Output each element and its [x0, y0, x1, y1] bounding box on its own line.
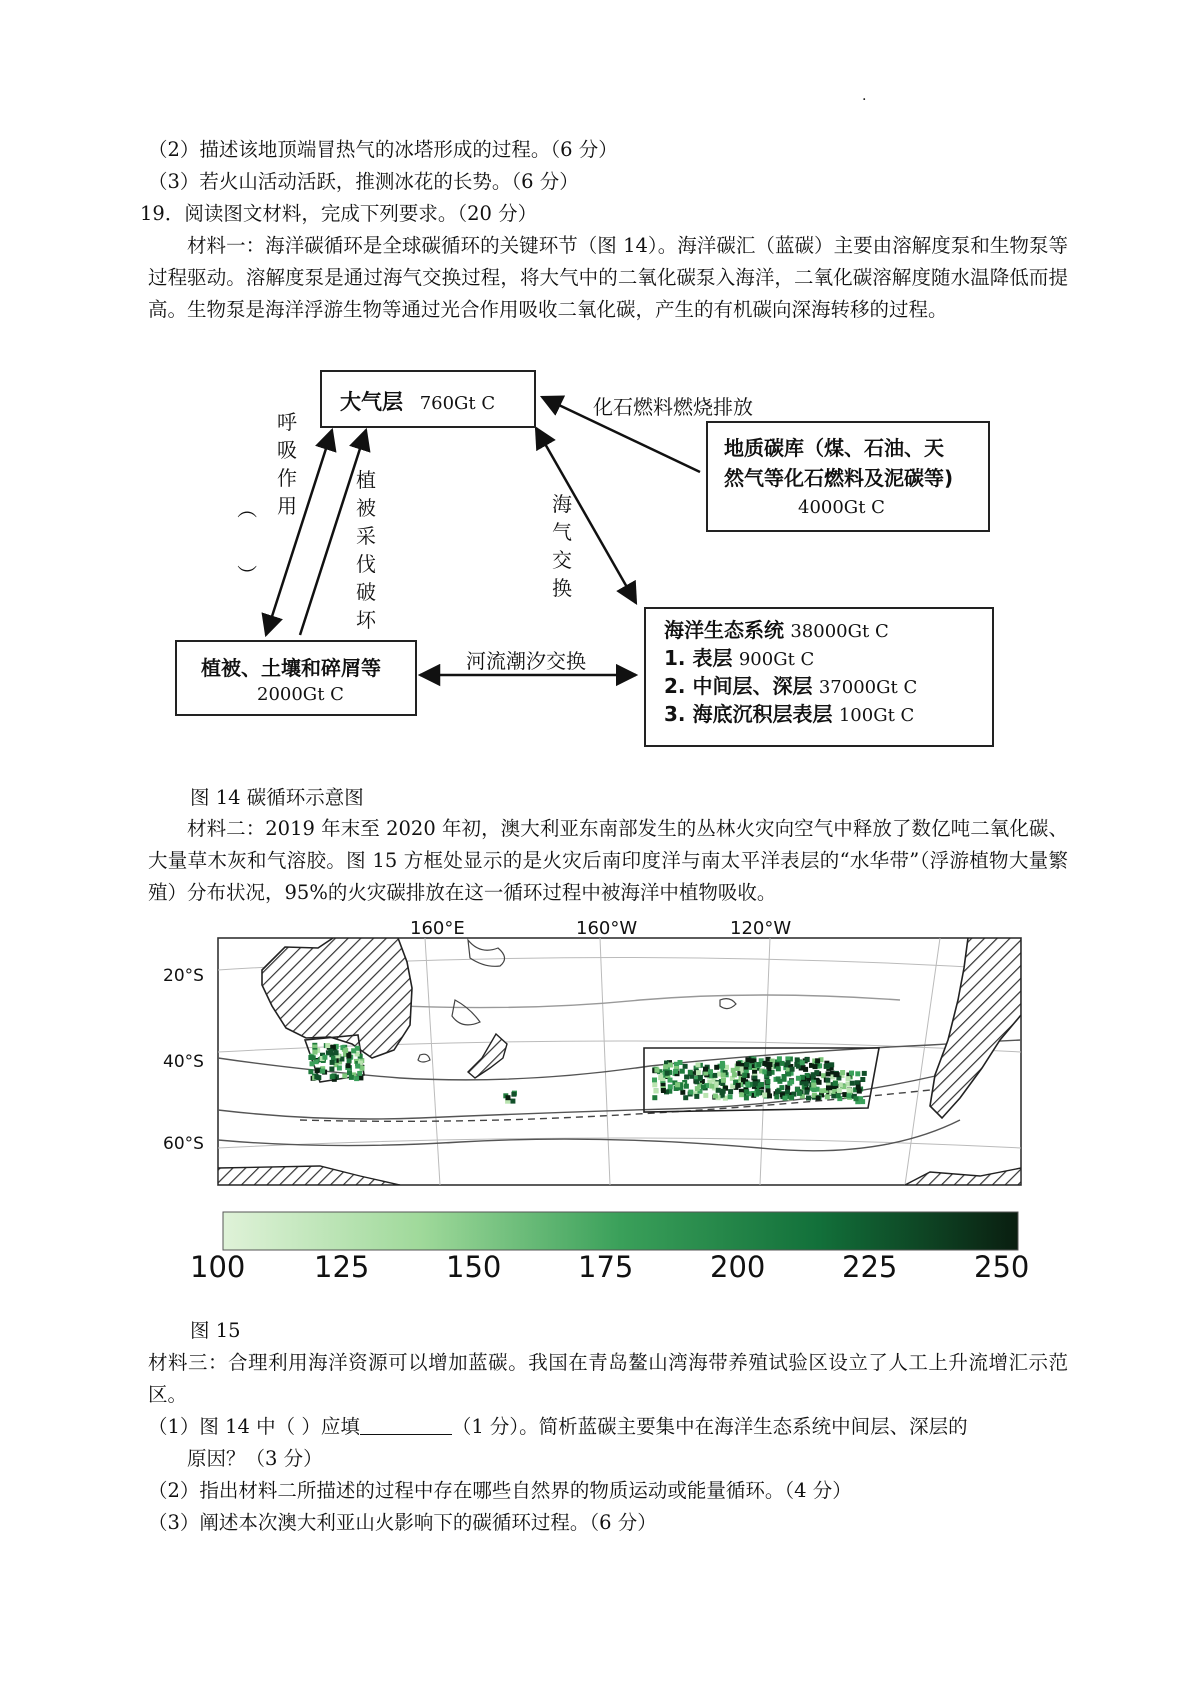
bloom-cell [330, 1074, 335, 1079]
colorbar-tick: 225 [842, 1250, 898, 1284]
bloom-cell [684, 1075, 689, 1080]
geologic-line2: 然气等化石燃料及泥碳等) [724, 466, 954, 490]
lon-label: 160°W [576, 918, 638, 939]
bloom-cell [732, 1072, 737, 1077]
bloom-cell [334, 1050, 339, 1055]
bloom-cell [329, 1067, 334, 1072]
bloom-cell [767, 1071, 772, 1076]
bloom-cell [753, 1081, 758, 1086]
bloom-cell [326, 1050, 331, 1055]
bloom-cell [776, 1066, 781, 1071]
bloom-cell [796, 1076, 801, 1081]
bloom-cell [836, 1093, 841, 1098]
bloom-cell [804, 1090, 809, 1095]
bloom-cell [806, 1096, 811, 1101]
atmosphere-name: 大气层 [340, 390, 403, 414]
geologic-value: 4000Gt C [798, 497, 885, 518]
bloom-cell [721, 1089, 726, 1094]
bloom-cell [821, 1073, 826, 1078]
bloom-cell [838, 1082, 843, 1087]
ocean-name: 海洋生态系统 [664, 618, 784, 642]
question-18-2: （2）描述该地顶端冒热气的冰塔形成的过程。（6 分） [148, 138, 618, 161]
bloom-cell [665, 1071, 670, 1076]
bloom-cell [714, 1081, 719, 1086]
bloom-cell [786, 1072, 791, 1077]
vegetation-name: 植被、土壤和碎屑等 [201, 656, 381, 680]
bloom-cell [745, 1082, 750, 1087]
question-19-1: （1）图 14 中（ ）应填 （1 分）。简析蓝碳主要集中在海洋生态系统中间层、深层的 [148, 1415, 968, 1438]
bloom-cell [856, 1085, 861, 1090]
colorbar [223, 1212, 1018, 1250]
bloom-cell [713, 1094, 718, 1099]
material-1: 材料一：海洋碳循环是全球碳循环的关键环节（图 14）。海洋碳汇（蓝碳）主要由溶解度泵和生物泵等过程驱动。溶解度泵是通过海气交换过程，将大气中的二氧化碳泵入海洋，二氧化碳溶解度随水温降低而提高。生物泵是海洋浮游生物等通过光合作用吸收二氧化碳，产生的有机碳向深海转移的过程。 [148, 234, 1068, 321]
bloom-cell [675, 1082, 680, 1087]
bloom-cell [825, 1078, 830, 1083]
question-18-3: （3）若火山活动活跃，推测冰花的长势。（6 分） [148, 170, 579, 193]
bloom-cell [322, 1055, 327, 1060]
bloom-cell [714, 1065, 719, 1070]
bloom-cell [331, 1056, 336, 1061]
bloom-cell [763, 1061, 768, 1066]
bloom-cell [744, 1095, 749, 1100]
bloom-cell [815, 1058, 820, 1063]
bloom-cell [330, 1060, 335, 1065]
river-label: 河流潮汐交换 [466, 649, 586, 673]
bloom-cell [789, 1079, 794, 1084]
bloom-cell [850, 1081, 855, 1086]
bloom-cell [654, 1068, 659, 1073]
bloom-cell [701, 1084, 706, 1089]
bloom-cell [789, 1095, 794, 1100]
lat-label: 20°S [163, 966, 204, 986]
bloom-cell [825, 1063, 830, 1068]
bloom-cell [790, 1067, 795, 1072]
bloom-cell [862, 1071, 867, 1076]
sea-air-label: 海 气 交 换 [552, 492, 572, 600]
bloom-cell [858, 1096, 863, 1101]
respiration-label: 呼 吸 作 用 [277, 410, 297, 518]
lat-label: 60°S [163, 1134, 204, 1154]
bloom-cell [668, 1063, 673, 1068]
bloom-cell [316, 1075, 321, 1080]
question-19-header: 19．阅读图文材料，完成下列要求。（20 分） [140, 202, 538, 225]
bloom-cell [698, 1075, 703, 1080]
bloom-cell [762, 1093, 767, 1098]
bloom-cell [812, 1087, 817, 1092]
colorbar-tick: 150 [446, 1250, 502, 1284]
bloom-cell [849, 1071, 854, 1076]
bloom-cell [346, 1063, 351, 1068]
bloom-cell [506, 1095, 511, 1100]
bloom-cell [320, 1069, 325, 1074]
ocean-item: 3. 海底沉积层表层 100Gt C [664, 702, 915, 726]
bloom-cell [708, 1069, 713, 1074]
fig14-caption: 图 14 碳循环示意图 [190, 786, 364, 809]
question-19-2: （2）指出材料二所描述的过程中存在哪些自然界的物质运动或能量循环。（4 分） [148, 1479, 852, 1502]
bloom-cell [358, 1075, 363, 1080]
bloom-cell [337, 1066, 342, 1071]
bloom-cell [652, 1078, 657, 1083]
top-dot: . [862, 88, 867, 104]
bloom-cell [308, 1069, 313, 1074]
bloom-cell [721, 1078, 726, 1083]
bloom-cell [728, 1094, 733, 1099]
bloom-cell [801, 1065, 806, 1070]
question-19-3: （3）阐述本次澳大利亚山火影响下的碳循环过程。（6 分） [148, 1511, 657, 1534]
bloom-cell [854, 1096, 859, 1101]
bloom-cell [347, 1070, 352, 1075]
bloom-cell [775, 1089, 780, 1094]
bloom-cell [720, 1063, 725, 1068]
bloom-cell [721, 1073, 726, 1078]
blank-right-paren: ） [234, 564, 259, 585]
bloom-cell [728, 1089, 733, 1094]
atmosphere-value: 760Gt C [419, 393, 496, 414]
bloom-cell [756, 1091, 761, 1096]
bloom-cell [739, 1092, 744, 1097]
bloom-cell [782, 1077, 787, 1082]
bloom-cell [840, 1070, 845, 1075]
bloom-cell [783, 1096, 788, 1101]
lon-label: 160°E [410, 918, 465, 939]
ocean-item: 2. 中间层、深层 37000Gt C [664, 674, 918, 698]
bloom-cell [342, 1073, 347, 1078]
bloom-cell [767, 1093, 772, 1098]
bloom-cell [354, 1076, 359, 1081]
bloom-cell [735, 1066, 740, 1071]
colorbar-tick: 100 [190, 1250, 246, 1284]
bloom-cell [360, 1066, 365, 1071]
bloom-cell [833, 1081, 838, 1086]
bloom-cell [678, 1060, 683, 1065]
bloom-cell [826, 1071, 831, 1076]
bloom-cell [819, 1088, 824, 1093]
bloom-cell [703, 1067, 708, 1072]
bloom-cell [695, 1086, 700, 1091]
bloom-cell [661, 1088, 666, 1093]
fig15-caption: 图 15 [190, 1319, 241, 1342]
bloom-cell [744, 1062, 749, 1067]
bloom-cell [777, 1056, 782, 1061]
fossil-label: 化石燃料燃烧排放 [593, 395, 753, 419]
bloom-cell [355, 1046, 360, 1051]
bloom-cell [762, 1069, 767, 1074]
bloom-cell [683, 1064, 688, 1069]
bloom-cell [652, 1082, 657, 1087]
bloom-cell [694, 1094, 699, 1099]
bloom-cell [765, 1079, 770, 1084]
vegetation-value: 2000Gt C [257, 684, 344, 705]
bloom-cell [835, 1072, 840, 1077]
geologic-line1: 地质碳库（煤、石油、天 [724, 436, 944, 460]
bloom-cell [653, 1089, 658, 1094]
bloom-cell [668, 1078, 673, 1083]
bloom-cell [313, 1050, 318, 1055]
bloom-cell [688, 1090, 693, 1095]
bloom-cell [347, 1058, 352, 1063]
bloom-cell [756, 1062, 761, 1067]
bloom-cell [688, 1070, 693, 1075]
bloom-cell [813, 1064, 818, 1069]
bloom-cell [310, 1061, 315, 1066]
bloom-cell [847, 1088, 852, 1093]
bloom-cell [325, 1043, 330, 1048]
bloom-cell [696, 1062, 701, 1067]
bloom-cell [713, 1073, 718, 1078]
material-2: 材料二：2019 年末至 2020 年初，澳大利亚东南部发生的丛林火灾向空气中释放了数亿吨二氧化碳、大量草木灰和气溶胶。图 15 方框处显示的是火灾后南印度洋与南太平洋表层的“水华带”（浮游植物大量繁殖）分布状况，95%的火灾碳排放在这一循环过程中被海洋中植物吸收。 [148, 817, 1068, 904]
material-3: 材料三：合理利用海洋资源可以增加蓝碳。我国在青岛鳌山湾海带养殖试验区设立了人工上升流增汇示范区。 [148, 1351, 1068, 1406]
bloom-cell [673, 1069, 678, 1074]
colorbar-tick: 200 [710, 1250, 766, 1284]
colorbar-tick: 125 [314, 1250, 370, 1284]
bloom-cell [511, 1092, 516, 1097]
bloom-cell [795, 1057, 800, 1062]
bloom-cell [800, 1060, 805, 1065]
bloom-cell [684, 1084, 689, 1089]
bloom-cell [683, 1095, 688, 1100]
colorbar-tick: 175 [578, 1250, 634, 1284]
bloom-cell [680, 1090, 685, 1095]
bloom-cell [315, 1068, 320, 1073]
answer-blank[interactable] [360, 1414, 452, 1435]
bloom-cell [742, 1073, 747, 1078]
bloom-cell [680, 1069, 685, 1074]
bloom-cell [814, 1070, 819, 1075]
bloom-cell [804, 1081, 809, 1086]
bloom-cell [795, 1087, 800, 1092]
bloom-cell [837, 1088, 842, 1093]
colorbar-tick: 250 [974, 1250, 1030, 1284]
bloom-cell [811, 1083, 816, 1088]
bloom-cell [343, 1048, 348, 1053]
ocean-value: 38000Gt C [790, 621, 889, 642]
bloom-cell [510, 1099, 515, 1104]
bloom-cell [694, 1079, 699, 1084]
bloom-cell [716, 1088, 721, 1093]
deforestation-label: 植 被 采 伐 破 坏 [356, 468, 376, 632]
bloom-cell [703, 1093, 708, 1098]
question-19-1-cont: 原因？（3 分） [187, 1447, 323, 1470]
blank-left-paren: （ [234, 498, 259, 519]
lat-label: 40°S [163, 1052, 204, 1072]
bloom-cell [825, 1094, 830, 1099]
bloom-cell [779, 1085, 784, 1090]
bloom-cell [805, 1057, 810, 1062]
bloom-cell [663, 1064, 668, 1069]
colorbar-ticks [190, 1250, 1050, 1290]
bloom-cell [736, 1083, 741, 1088]
bloom-cell [311, 1055, 316, 1060]
bloom-cell [860, 1077, 865, 1082]
bloom-cell [750, 1058, 755, 1063]
bloom-cell [846, 1093, 851, 1098]
bloom-cell [696, 1070, 701, 1075]
bloom-cell [355, 1064, 360, 1069]
bloom-cell [831, 1093, 836, 1098]
bloom-cell [652, 1095, 657, 1100]
bloom-cell [786, 1060, 791, 1065]
bloom-cell [774, 1094, 779, 1099]
bloom-cell [816, 1096, 821, 1101]
bloom-cell [668, 1084, 673, 1089]
bloom-cell [768, 1062, 773, 1067]
bloom-cell [658, 1075, 663, 1080]
bloom-cell [736, 1061, 741, 1066]
bloom-cell [744, 1089, 749, 1094]
bloom-cell [349, 1075, 354, 1080]
lon-label: 120°W [730, 918, 792, 939]
bloom-cell [780, 1061, 785, 1066]
bloom-cell [855, 1080, 860, 1085]
ocean-item: 1. 表层 900Gt C [664, 646, 815, 670]
bloom-cell [855, 1071, 860, 1076]
bloom-cell [846, 1076, 851, 1081]
bloom-cell [709, 1084, 714, 1089]
bloom-cell [357, 1071, 362, 1076]
bloom-cell [826, 1085, 831, 1090]
